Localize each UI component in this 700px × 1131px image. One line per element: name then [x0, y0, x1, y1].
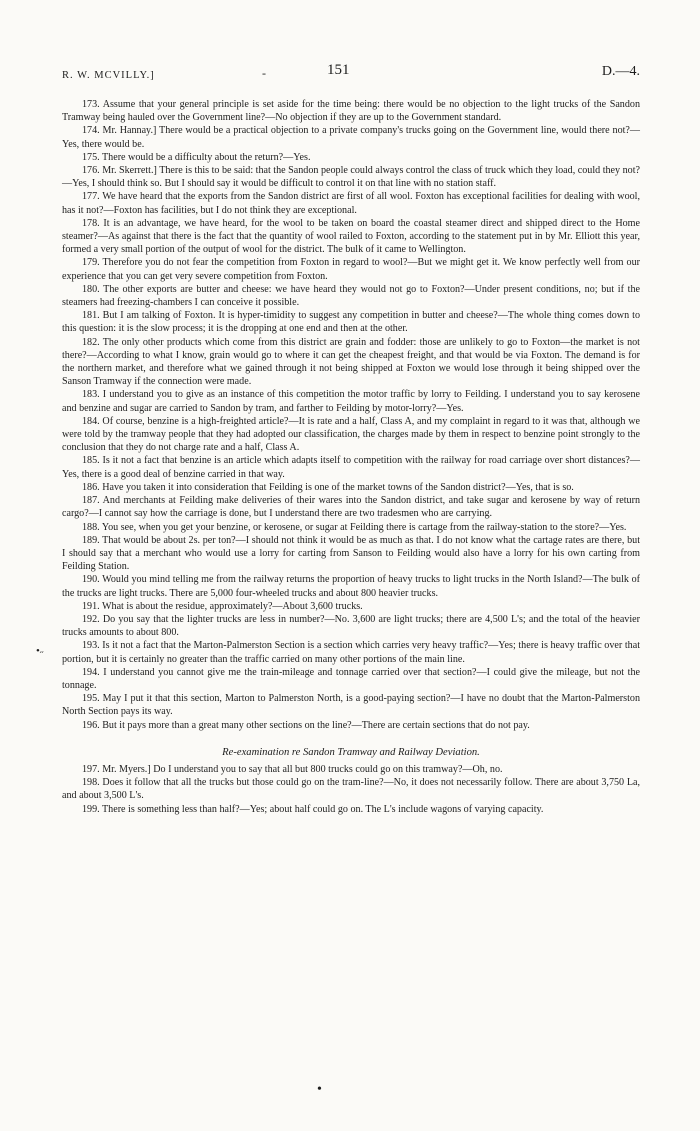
question-paragraph: 186. Have you taken it into consideration that Feilding is one of the market towns of the Sandon district?—Yes, that is so.: [82, 481, 574, 493]
question-paragraph: 181. But I am talking of Foxton. It is hyper-timidity to suggest any competition in butter and cheese?—The whole thing comes down to this question: it is the slow process; it is the dropping at one end and then at the other.: [62, 310, 640, 335]
page-number: 151: [327, 62, 350, 78]
question-paragraph: 192. Do you say that the lighter trucks are less in number?—No. 3,600 are light trucks; there are 4,500 L's; and the total of the heavier trucks amounts to about 800.: [62, 613, 640, 639]
question-paragraph: 180. The other exports are butter and cheese: we have heard they would not go to Foxton?—Under present conditions, no; but if the steamers had freezing-chambers I can conceive it possible.: [62, 283, 640, 309]
question-paragraph: 196. But it pays more than a great many other sections on the line?—There are certain sections that do not pay.: [82, 719, 530, 731]
question-paragraph: 173. Assume that your general principle is set aside for the time being: there would be no objection to the light trucks of the Sandon Tramway being hauled over the Government line?—No objection if they are up to the Government standard.: [62, 99, 640, 124]
section-heading: Re-examination re Sandon Tramway and Railway Deviation.: [222, 746, 480, 758]
question-paragraph: 178. It is an advantage, we have heard, for the wool to be taken on board the coastal steamer direct and shipped direct to the Home steamer?—As against that there is the fact that the quantity of wool railed to Foxton, according to the statement put in by Mr. Elliott this year, formed a very small portion of the output of wool for the district. The bulk of it came to Wellington.: [62, 217, 640, 256]
question-paragraph: 193. Is it not a fact that the Marton-Palmerston Section is a section which carries very heavy traffic?—Yes; there is heavy traffic over that portion, but it is certainly no greater than the traffic carried on many other portions of the main line.: [62, 640, 640, 665]
question-paragraph: 177. We have heard that the exports from the Sandon district are first of all wool. Foxton has exceptional facilities for dealing with wool, has it not?—Foxton has facilities, but I do not think they are exceptional.: [62, 191, 640, 216]
question-paragraph: 197. Mr. Myers.] Do I understand you to say that all but 800 trucks could go on this tramway?—Oh, no.: [82, 763, 503, 775]
question-paragraph: 195. May I put it that this section, Marton to Palmerston North, is a good-paying section?—I have no doubt that the Marton-Palmerston North Section pays its way.: [62, 693, 640, 718]
document-page: [36, 62, 640, 1097]
paragraph-list-after: [62, 763, 640, 816]
question-paragraph: 185. Is it not a fact that benzine is an article which adapts itself to competition with the railway for road carriage over short distances?—Yes, there is a good deal of benzine carried in that way.: [62, 455, 640, 480]
question-paragraph: 188. You see, when you get your benzine, or kerosene, or sugar at Feilding there is cartage from the railway-station to the store?—Yes.: [82, 521, 627, 533]
question-paragraph: 194. I understand you cannot give me the train-mileage and tonnage carried over that section?—I could give the mileage, but not the tonnage.: [62, 666, 640, 691]
question-paragraph: 189. That would be about 2s. per ton?—I should not think it would be as much as that. I do not know what the cartage rates are there, but I should say that a merchant who would use a lorry for carting from Sanson to Feilding would also have a lorry for his own carting from Feilding Station.: [62, 534, 640, 573]
question-paragraph: 187. And merchants at Feilding make deliveries of their wares into the Sandon district, and take sugar and kerosene by way of return cargo?—I cannot say how the carriage is done, but I understand there are two tradesmen who are carrying.: [62, 495, 640, 520]
question-paragraph: 198. Does it follow that all the trucks but those could go on the tram-line?—No, it does not necessarily follow. There are about 3,750 La, and about 3,500 L's.: [62, 777, 640, 802]
document-reference: D.—4.: [601, 64, 640, 79]
question-paragraph: 176. Mr. Skerrett.] There is this to be said: that the Sandon people could always control the class of truck which they load, could they not?—Yes, I should think so. But I should say it would be difficult to control it on that line with no station staff.: [62, 165, 640, 190]
question-paragraph: 191. What is about the residue, approximately?—About 3,600 trucks.: [82, 600, 363, 612]
question-paragraph: 184. Of course, benzine is a high-freighted article?—It is rate and a half, Class A, and my complaint in regard to it was that, although we were told by the tramway people that they had adopted our classification, the charges made by them in respect to benzine point strongly to the conclusion that they do not charge rate and a half, Class A.: [62, 415, 640, 454]
question-paragraph: 199. There is something less than half?—Yes; about half could go on. The L's include wagons of varying capacity.: [82, 803, 544, 815]
header-dash: -: [262, 66, 266, 80]
question-paragraph: 190. Would you mind telling me from the railway returns the proportion of heavy trucks to light trucks in the North Island?—The bulk of the trucks are light trucks. There are 5,000 four-wheeled trucks and about 800 heavier trucks.: [62, 574, 640, 599]
question-paragraph: 183. I understand you to give as an instance of this competition the motor traffic by lorry to Feilding. I understand you to say kerosene and benzine and sugar are carried to Sandon by tram, and farther to Feilding by motor-lorry?—Yes.: [62, 389, 640, 414]
question-paragraph: 182. The only other products which come from this district are grain and fodder: those are unlikely to go to Foxton—the market is not there?—According to what I know, grain would go to where it can get the cheapest freight, and that would be via Foxton. The demand is for the northern market, and therefore what we gained through it not being shipped at Foxton we would lose through it being shipped over the Sanson Tramway if the connection were made.: [62, 336, 640, 388]
paragraph-list: [62, 98, 640, 732]
witness-name: R. W. MCVILLY.]: [62, 70, 155, 81]
document-body: [62, 98, 640, 816]
question-paragraph: 179. Therefore you do not fear the competition from Foxton in regard to wool?—But we might get it. We know perfectly well from our experience that you can get very severe competition from Foxton.: [62, 257, 640, 282]
question-paragraph: 174. Mr. Hannay.] There would be a practical objection to a private company's trucks going on the Government line, would there not?—Yes, there would be.: [62, 125, 640, 150]
margin-mark: •˶: [36, 645, 44, 657]
question-paragraph: 175. There would be a difficulty about the return?—Yes.: [82, 151, 311, 163]
footer-dot: •: [317, 1082, 322, 1097]
page-header: [62, 62, 640, 84]
